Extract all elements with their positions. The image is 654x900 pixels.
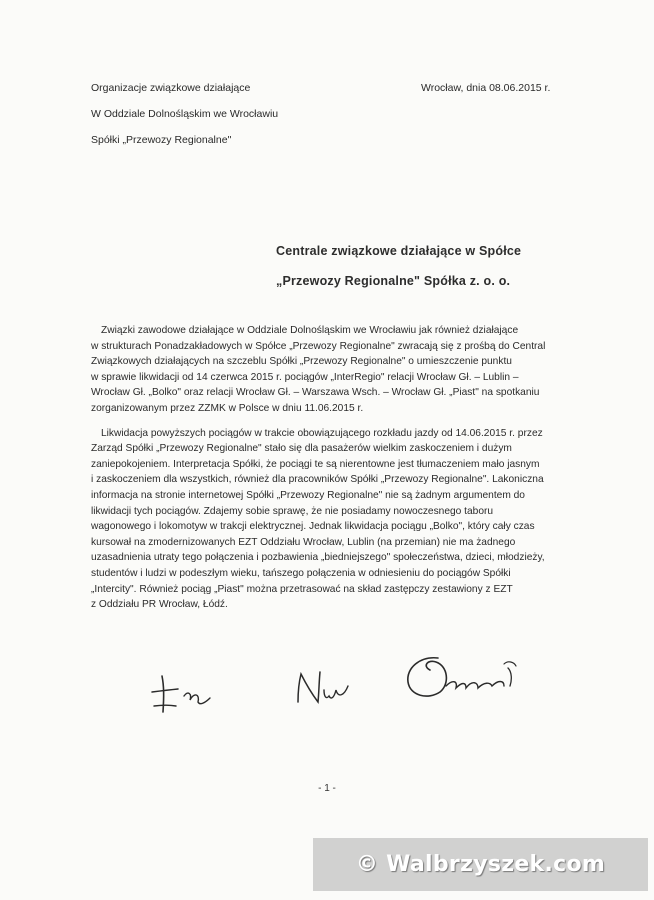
body-line: Związkowych działających na szczeblu Spółki „Przewozy Regionalne" o umieszczenie punktu [91,356,512,368]
addressee-line: Centrale związkowe działające w Spółce [276,244,522,258]
body-line: zaniepokojeniem. Interpretacja Spółki, że pociągi te są nierentowne jest tłumaczeniem mało jasnym [91,458,540,470]
body-line: informacja na stronie internetowej Spółki „Przewozy Regionalne" nie są żadnym argumentem do [91,489,525,501]
page-number: - 1 - [318,783,336,794]
letter-date: Wrocław, dnia 08.06.2015 r. [421,82,551,94]
letter-body [91,323,561,613]
sender-line: W Oddziale Dolnośląskim we Wrocławiu [91,108,279,120]
body-line: z Oddziału PR Wrocław, Łódź. [91,599,228,611]
body-line: Wrocław Gł. „Bolko" oraz relacji Wrocław Gł. – Warszawa Wsch. – Wrocław Gł. „Piast" na spotkaniu [91,387,540,399]
signature-1 [150,672,220,721]
sender-line: Organizacje związkowe działające [91,82,251,94]
paragraph-2 [91,426,561,613]
body-line: Likwidacja powyższych pociągów w trakcie obowiązującego rozkładu jazdy od 14.06.2015 r. przez [101,427,543,439]
body-line: wagonowego i lokomotyw w trakcji elektrycznej. Jednak likwidacja pociągu „Bolko", który cały czas [91,521,535,533]
signature-2 [292,666,362,715]
paragraph-1 [91,323,561,417]
body-line: uzasadnienia utraty tego połączenia i pozbawienia „biedniejszego" społeczeństwa, dzieci, młodzieży, [91,552,545,564]
body-line: zorganizowanym przez ZZMK w Polsce w dniu 11.06.2015 r. [91,402,364,414]
addressee-line: „Przewozy Regionalne" Spółka z. o. o. [276,274,511,288]
body-line: w strukturach Ponadzakładowych w Spółce „Przewozy Regionalne" zwracają się z prośbą do Central [91,340,546,352]
body-line: „Intercity". Również pociąg „Piast" można przetrasować na skład zastępczy zestawiony z EZT [91,583,513,595]
body-line: i zaskoczeniem dla wszystkich, również dla pracowników Spółki „Przewozy Regionalne". Lakoniczna [91,474,544,486]
body-line: kursował na zmodernizowanych EZT Oddziału Wrocław, Lublin (na przemian) nie ma żadnego [91,536,516,548]
body-line: w sprawie likwidacji od 14 czerwca 2015 r. pociągów „InterRegio" relacji Wrocław Gł. – Lublin – [91,371,519,383]
sender-line: Spółki „Przewozy Regionalne" [91,134,232,146]
body-line: Związki zawodowe działające w Oddziale Dolnośląskim we Wrocławiu jak również działające [101,325,519,336]
sender-block [91,75,351,153]
addressee-block [276,236,521,296]
watermark-text: © Walbrzyszek.com [355,852,606,877]
body-line: likwidacji tych pociągów. Zdajemy sobie sprawę, że nie posiadamy nowoczesnego taboru [91,505,494,517]
signature-3 [400,650,540,715]
body-line: Zarząd Spółki „Przewozy Regionalne" stało się dla pasażerów wielkim zaskoczeniem i dużym [91,443,512,455]
body-line: studentów i ludzi w podeszłym wieku, tańszego połączenia w odniesieniu do pociągów Spółki [91,567,511,579]
watermark [313,838,648,891]
